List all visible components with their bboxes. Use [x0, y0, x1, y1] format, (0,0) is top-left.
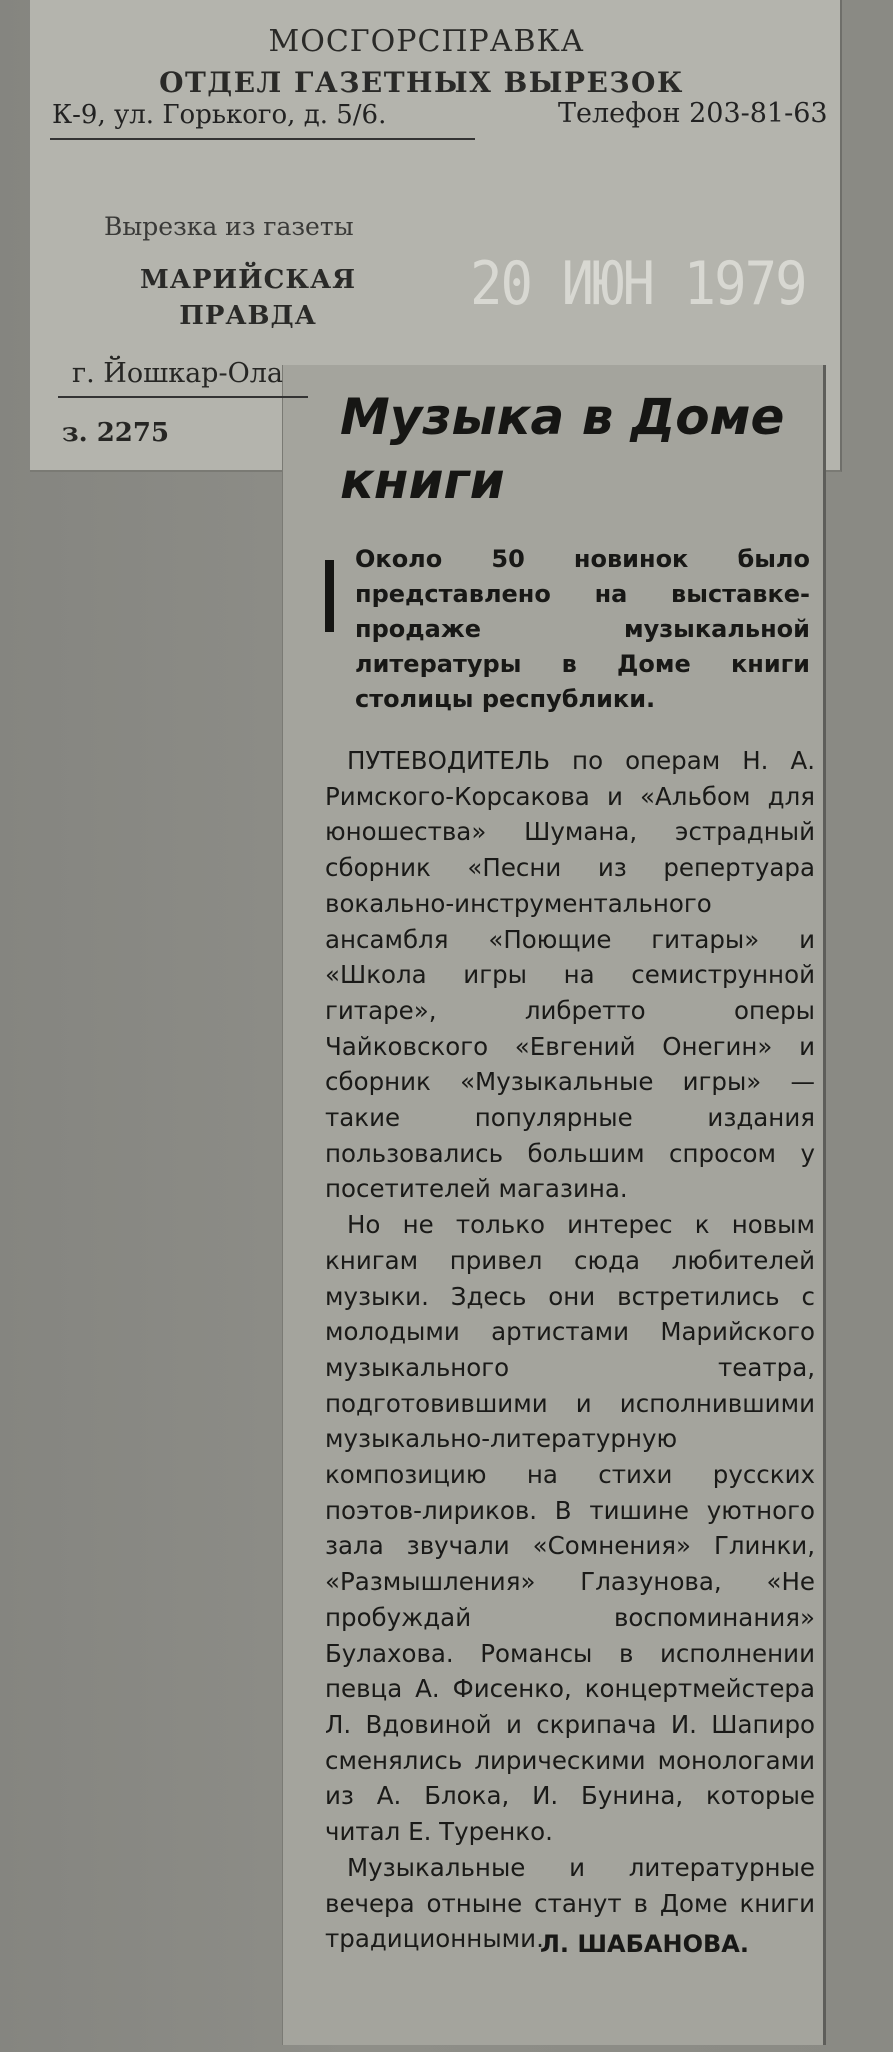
order-number: з. 2275 [62, 418, 170, 448]
date-stamp: 20 ИЮН 1979 [470, 248, 806, 319]
article-body [325, 743, 815, 1957]
newspaper-name [140, 262, 356, 334]
article-title [340, 385, 810, 513]
header-rule [50, 138, 475, 140]
lead-marker-bar [325, 560, 334, 632]
article-paragraph: ПУТЕВОДИТЕЛЬ по операм Н. А. Римского-Корсакова и «Альбом для юношества» Шумана, эстрадный сборник «Песни из репертуара вокально-инструментального ансамбля «Поющие гитары» и «Школа игры на семиструнной гитаре», либретто оперы Чайковского «Евгений Онегин» и сборник «Музыкальные игры» — такие популярные издания пользовались большим спросом у посетителей магазина. [325, 746, 815, 1204]
organization-name: МОСГОРСПРАВКА [268, 24, 585, 59]
phone-number: Телефон 203-81-63 [558, 98, 828, 129]
article-paragraph: Но не только интерес к новым книгам привел сюда любителей музыки. Здесь они встретились с молодыми артистами Марийского музыкального театра, подготовившими и исполнившими музыкально-литературную композицию на стихи русских поэтов-лириков. В тишине уютного зала звучали «Сомнения» Глинки, «Размышления» Глазунова, «Не пробуждай воспоминания» Булахова. Романсы в исполнении певца А. Фисенко, концертмейстера Л. Вдовиной и скрипача И. Шапиро сменялись лирическими монологами из А. Блока, И. Бунина, которые читал Е. Туренко. [325, 1210, 815, 1847]
department-name: ОТДЕЛ ГАЗЕТНЫХ ВЫРЕЗОК [159, 66, 684, 99]
article-title-line1: Музыка в Доме [340, 388, 785, 446]
newspaper-name-line2: ПРАВДА [179, 301, 317, 331]
article-lead: Около 50 новинок было представлено на выставке-продаже музыкальной литературы в Доме книги столицы республики. [355, 545, 810, 713]
article-title-line2: книги [340, 452, 505, 510]
author-signature: Л. ШАБАНОВА. [540, 1930, 749, 1958]
article-paragraph: Музыкальные и литературные вечера отныне станут в Доме книги традиционными. [325, 1852, 815, 1954]
newspaper-name-line1: МАРИЙСКАЯ [140, 265, 357, 295]
address: К-9, ул. Горького, д. 5/6. [52, 100, 387, 130]
city: г. Йошкар-Ола [72, 358, 283, 389]
cut-from-label: Вырезка из газеты [104, 212, 354, 241]
city-rule [58, 396, 308, 398]
